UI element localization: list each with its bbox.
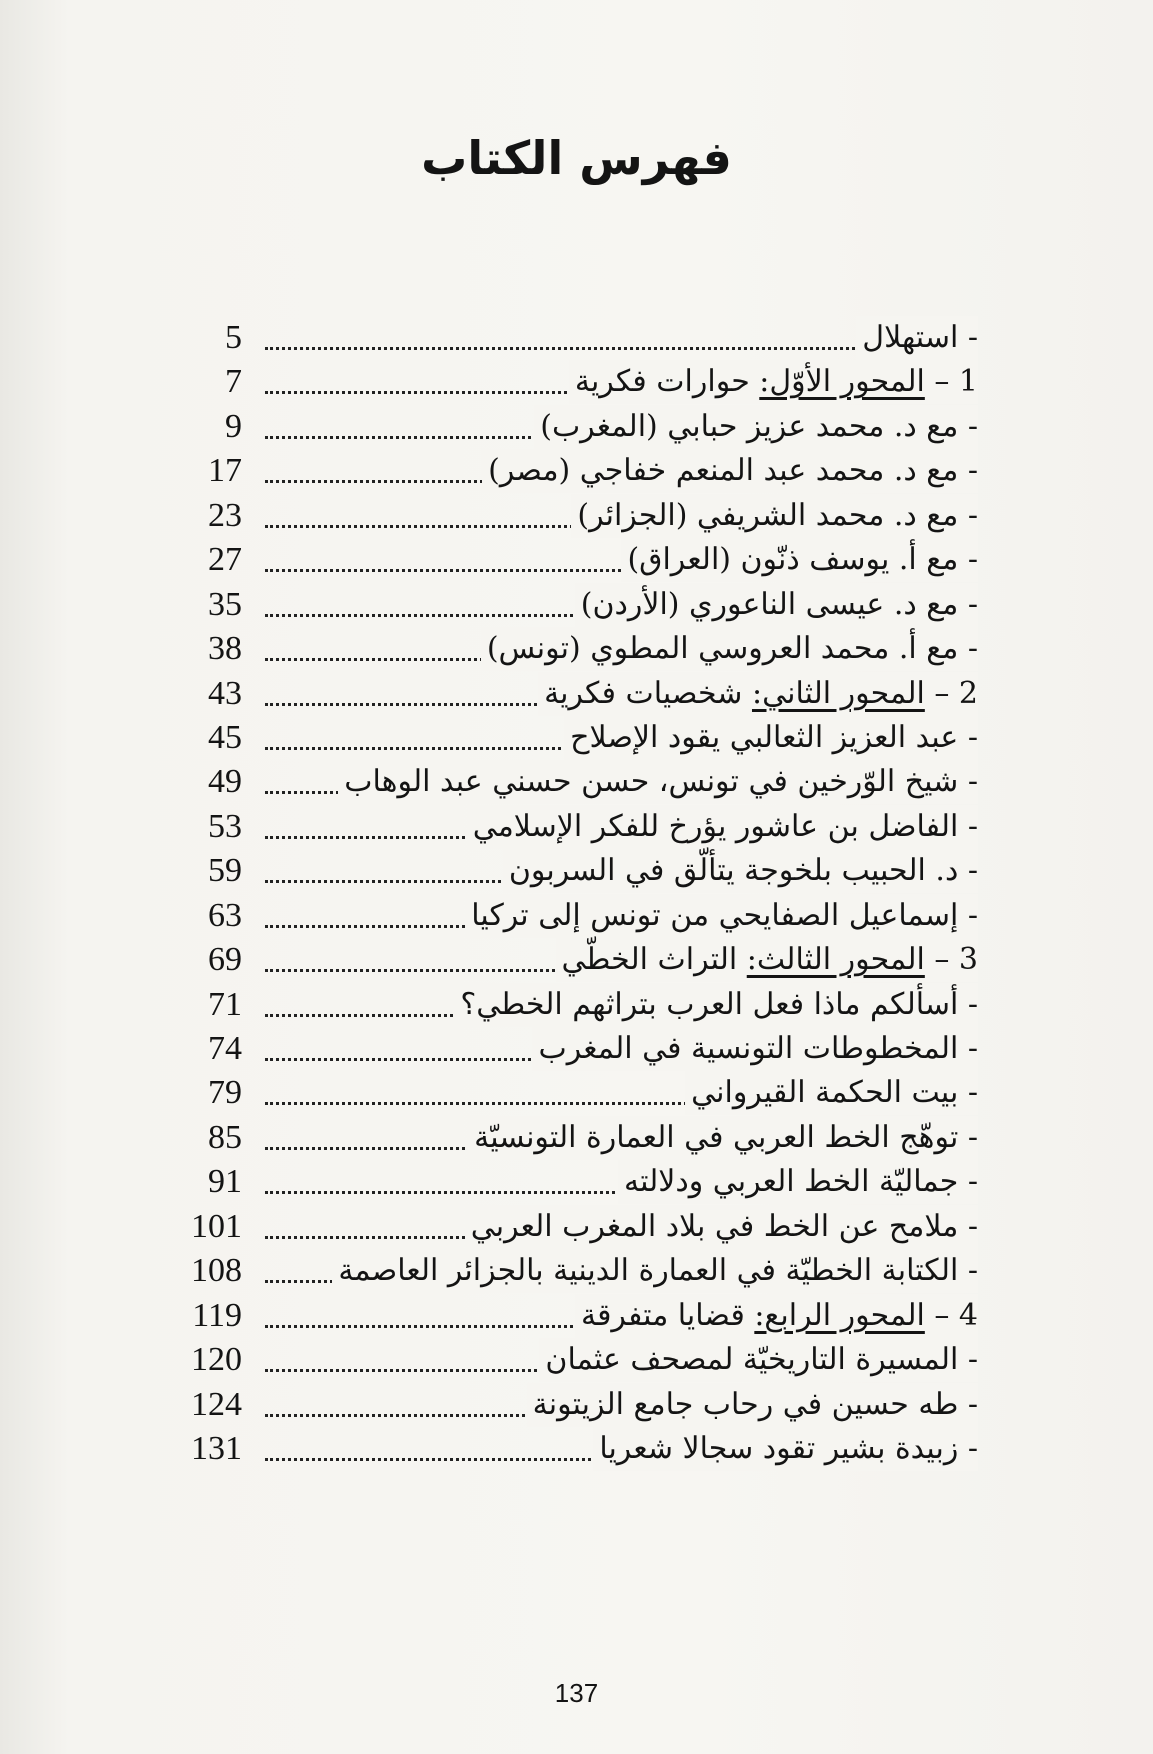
toc-entry-title: 3 – المحور الثالث: التراث الخطّي <box>556 938 978 982</box>
toc-entry-title: - المسيرة التاريخيّة لمصحف عثمان <box>539 1338 978 1382</box>
toc-entry-page: 53 <box>208 807 242 845</box>
toc-entry <box>0 805 1153 849</box>
toc-entry-title: 1 – المحور الأوّل: حوارات فكرية <box>569 360 978 404</box>
toc-entry-page: 131 <box>191 1429 242 1467</box>
toc-entry <box>0 760 1153 804</box>
toc-entry-page: 79 <box>208 1074 242 1112</box>
table-of-contents <box>0 316 1153 1471</box>
toc-entry-title: - مع أ. يوسف ذنّون (العراق) <box>621 538 978 582</box>
toc-entry-title: - شيخ الوّرخين في تونس، حسن حسني عبد الوهاب <box>338 760 978 804</box>
toc-entry-title: 4 – المحور الرابع: قضايا متفرقة <box>575 1294 978 1338</box>
toc-entry-title: - د. الحبيب بلخوجة يتألّق في السربون <box>503 849 978 893</box>
toc-entry-title: - طه حسين في رحاب جامع الزيتونة <box>527 1383 978 1427</box>
toc-entry-title: - ملامح عن الخط في بلاد المغرب العربي <box>465 1205 978 1249</box>
toc-entry-page: 23 <box>208 496 242 534</box>
toc-entry-title: - توهّج الخط العربي في العمارة التونسيّة <box>468 1116 978 1160</box>
toc-entry-title: - زبيدة بشير تقود سجالا شعريا <box>593 1427 978 1471</box>
toc-entry-page: 91 <box>208 1163 242 1201</box>
toc-entry <box>0 672 1153 716</box>
toc-entry-title: - جماليّة الخط العربي ودلالته <box>618 1160 978 1204</box>
toc-entry <box>0 1383 1153 1427</box>
toc-entry-page: 85 <box>208 1118 242 1156</box>
toc-entry-page: 49 <box>208 763 242 801</box>
toc-entry <box>0 1205 1153 1249</box>
toc-entry-page: 63 <box>208 896 242 934</box>
toc-entry-page: 7 <box>225 363 242 401</box>
toc-entry <box>0 627 1153 671</box>
toc-entry-page: 101 <box>191 1207 242 1245</box>
toc-entry-title: - أسألكم ماذا فعل العرب بتراثهم الخطي؟ <box>454 983 978 1027</box>
page-number: 137 <box>554 1678 599 1708</box>
toc-entry <box>0 1071 1153 1115</box>
toc-entry-page: 27 <box>208 541 242 579</box>
toc-entry <box>0 1427 1153 1471</box>
toc-entry <box>0 405 1153 449</box>
toc-entry-page: 5 <box>225 319 242 356</box>
toc-entry-title: - مع أ. محمد العروسي المطوي (تونس) <box>481 627 978 671</box>
toc-entry-page: 9 <box>225 407 242 445</box>
toc-entry-title: 2 – المحور الثاني: شخصيات فكرية <box>538 672 978 716</box>
toc-entry-page: 43 <box>208 674 242 712</box>
toc-entry <box>0 583 1153 627</box>
toc-entry-page: 71 <box>208 985 242 1023</box>
toc-entry-title: - الكتابة الخطيّة في العمارة الدينية بالجزائر العاصمة <box>332 1249 978 1293</box>
toc-entry-title: - الفاضل بن عاشور يؤرخ للفكر الإسلامي <box>467 805 978 849</box>
toc-entry-title: - المخطوطات التونسية في المغرب <box>532 1027 978 1071</box>
toc-entry-page: 45 <box>208 718 242 756</box>
toc-entry-page: 38 <box>208 630 242 668</box>
toc-entry-page: 119 <box>192 1296 242 1334</box>
toc-entry <box>0 849 1153 893</box>
toc-entry-page: 74 <box>208 1030 242 1067</box>
toc-entry <box>0 449 1153 493</box>
toc-entry-title: - عبد العزيز الثعالبي يقود الإصلاح <box>564 716 978 760</box>
toc-entry-page: 124 <box>191 1385 242 1423</box>
toc-entry <box>0 938 1153 982</box>
toc-entry-title: - مع د. محمد الشريفي (الجزائر) <box>571 494 978 538</box>
toc-entry-title: - مع د. محمد عبد المنعم خفاجي (مصر) <box>482 449 978 493</box>
toc-entry <box>0 1027 1153 1071</box>
toc-entry-page: 120 <box>191 1341 242 1379</box>
toc-entry-title: - مع د. عيسى الناعوري (الأردن) <box>575 583 978 627</box>
toc-entry <box>0 538 1153 582</box>
toc-entry <box>0 494 1153 538</box>
toc-entry <box>0 716 1153 760</box>
toc-entry-title: - إسماعيل الصفايحي من تونس إلى تركيا <box>465 894 978 938</box>
toc-entry-page: 108 <box>191 1252 242 1290</box>
toc-entry-page: 69 <box>208 941 242 979</box>
toc-entry <box>0 983 1153 1027</box>
toc-entry-page: 17 <box>208 452 242 490</box>
toc-entry <box>0 316 1153 360</box>
toc-entry-title: - مع د. محمد عزيز حبابي (المغرب) <box>534 405 978 449</box>
toc-entry <box>0 1338 1153 1382</box>
toc-entry-page: 35 <box>208 585 242 623</box>
toc-entry <box>0 1294 1153 1338</box>
toc-entry <box>0 1160 1153 1204</box>
toc-entry-title: - استهلال <box>856 316 978 360</box>
toc-entry <box>0 894 1153 938</box>
page-title: فهرس الكتاب <box>421 131 732 185</box>
toc-entry <box>0 1116 1153 1160</box>
toc-entry-title: - بيت الحكمة القيرواني <box>685 1071 978 1115</box>
toc-entry-page: 59 <box>208 852 242 890</box>
toc-entry <box>0 360 1153 404</box>
toc-entry <box>0 1249 1153 1293</box>
